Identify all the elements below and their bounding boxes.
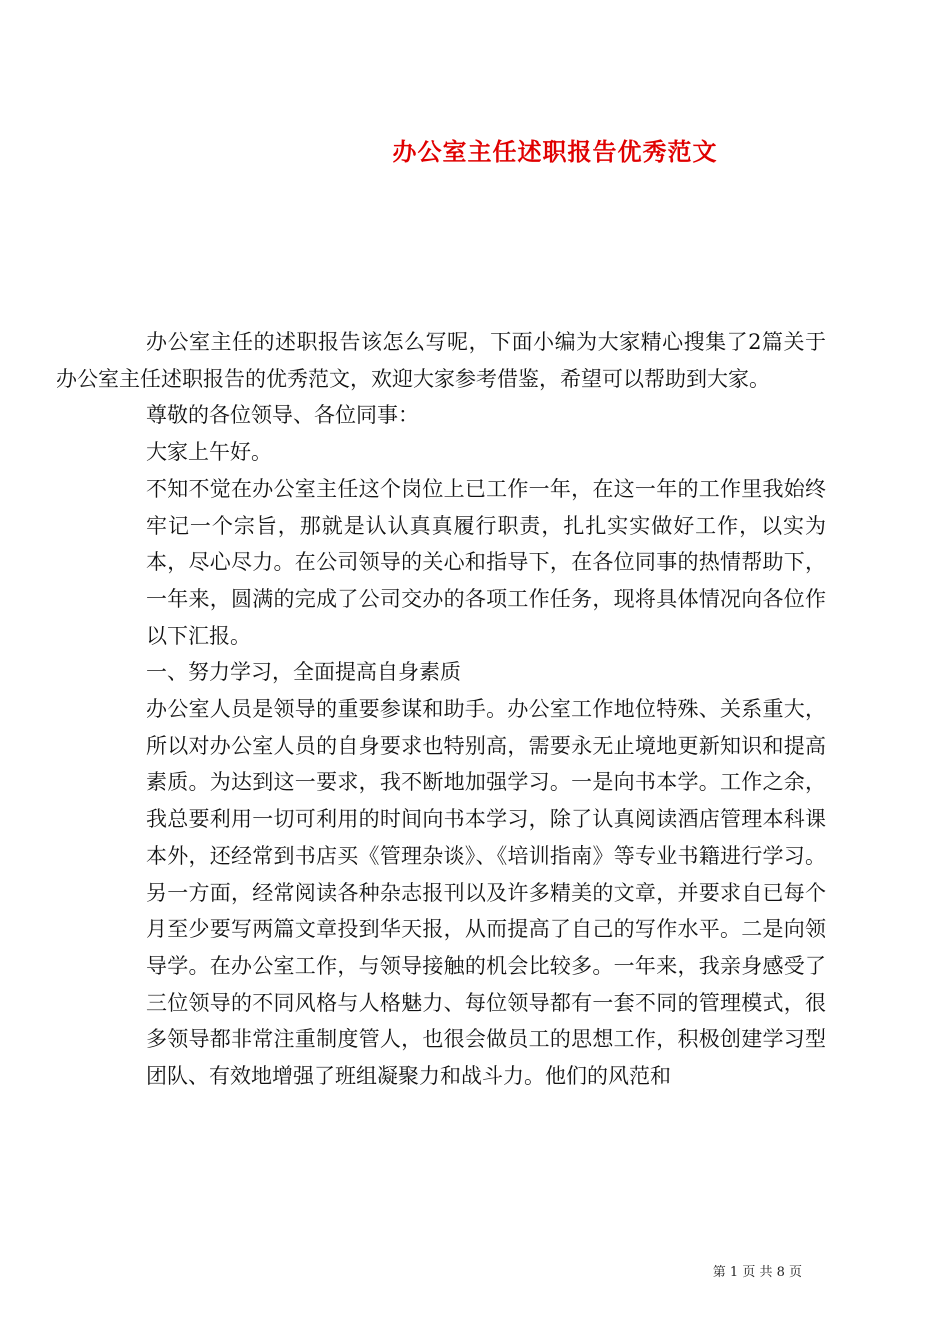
intro-paragraph bbox=[56, 324, 826, 397]
intro-text: 办公室主任的述职报告该怎么写呢，下面小编为大家精心搜集了2篇关于办公室主任述职报告的优秀范文，欢迎大家参考借鉴，希望可以帮助到大家。 bbox=[56, 330, 826, 391]
paragraph-2: 办公室人员是领导的重要参谋和助手。办公室工作地位特殊、关系重大，所以对办公室人员的自身要求也特别高，需要永无止境地更新知识和提高素质。为达到这一要求，我不断地加强学习。一是向书本学。工作之余，我总要利用一切可利用的时间向书本学习，除了认真阅读酒店管理本科课本外，还经常到书店买《管理杂谈》、《培训指南》等专业书籍进行学习。另一方面，经常阅读各种杂志报刊以及许多精美的文章，并要求自已每个月至少要写两篇文章投到华天报，从而提高了自己的写作水平。二是向领导学。在办公室工作，与领导接触的机会比较多。一年来，我亲身感受了三位领导的不同风格与人格魅力、每位领导都有一套不同的管理模式，很多领导都非常注重制度管人，也很会做员工的思想工作，积极创建学习型团队、有效地增强了班组凝聚力和战斗力。他们的风范和 bbox=[146, 697, 826, 1089]
salutation: 尊敬的各位领导、各位同事： bbox=[146, 403, 419, 428]
greeting: 大家上午好。 bbox=[146, 440, 272, 465]
section-heading-1: 一、努力学习，全面提高自身素质 bbox=[146, 660, 461, 685]
paragraph-1: 不知不觉在办公室主任这个岗位上已工作一年，在这一年的工作里我始终牢记一个宗旨，那就是认认真真履行职责，扎扎实实做好工作，以实为本，尽心尽力。在公司领导的关心和指导下，在各位同事的热情帮助下，一年来，圆满的完成了公司交办的各项工作任务，现将具体情况向各位作以下汇报。 bbox=[146, 476, 826, 648]
document-title: 办公室主任述职报告优秀范文 bbox=[392, 137, 718, 166]
page-number: 第 1 页 共 8 页 bbox=[712, 1265, 802, 1280]
document-body bbox=[56, 324, 826, 1095]
